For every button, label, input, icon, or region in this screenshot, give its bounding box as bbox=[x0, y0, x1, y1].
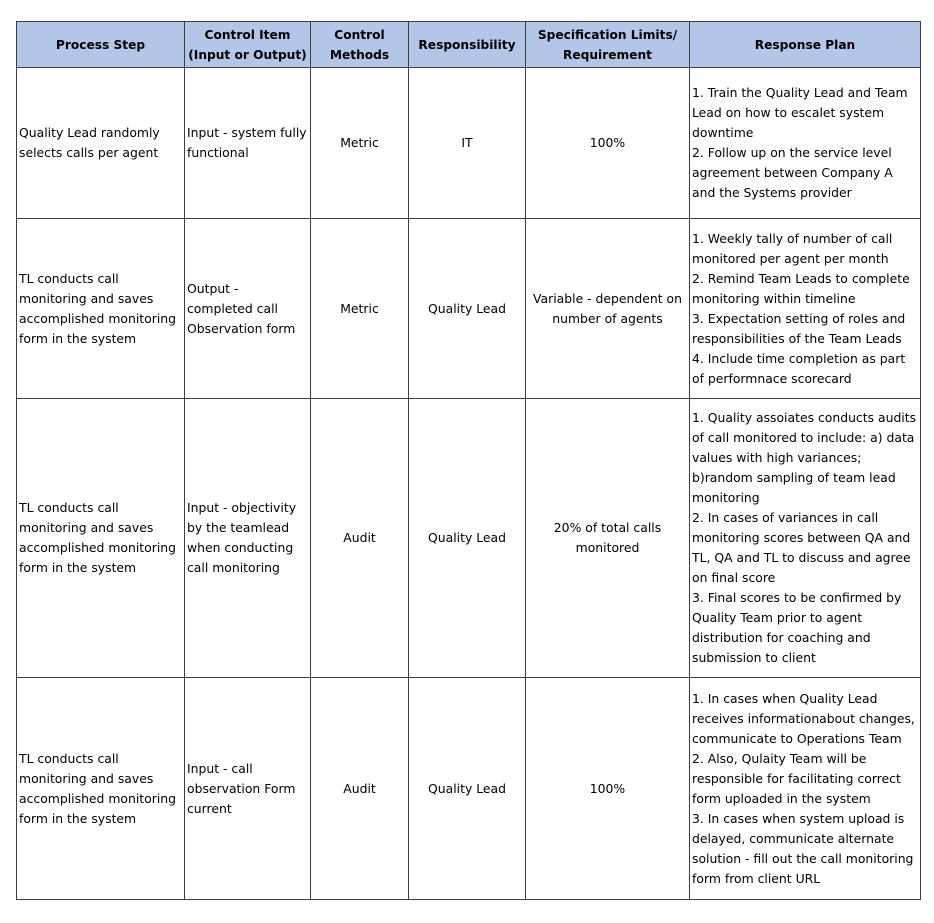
process-step-cell: Quality Lead randomly selects calls per agent bbox=[17, 68, 185, 219]
header-process-step: Process Step bbox=[17, 22, 185, 68]
control-item-cell: Input - call observation Form current bbox=[185, 678, 311, 900]
control-item-cell: Input - system fully functional bbox=[185, 68, 311, 219]
response-plan-cell bbox=[690, 68, 921, 219]
response-step: 4. Include time completion as part of performnace scorecard bbox=[692, 350, 906, 386]
response-step: 2. Also, Qulaity Team will be responsible for facilitating correct form uploaded in the system bbox=[692, 750, 901, 806]
responsibility-cell: IT bbox=[409, 68, 526, 219]
control-method-cell: Metric bbox=[311, 68, 409, 219]
table-row bbox=[17, 219, 921, 399]
response-plan-cell bbox=[690, 399, 921, 678]
control-item-cell: Output - completed call Observation form bbox=[185, 219, 311, 399]
response-step: b)random sampling of team lead monitoring bbox=[692, 470, 896, 505]
table-row bbox=[17, 678, 921, 900]
specification-cell: 100% bbox=[526, 678, 690, 900]
control-method-cell: Metric bbox=[311, 219, 409, 399]
header-row bbox=[17, 22, 921, 68]
specification-cell: 20% of total calls monitored bbox=[526, 399, 690, 678]
specification-cell: Variable - dependent on number of agents bbox=[526, 219, 690, 399]
specification-cell: 100% bbox=[526, 68, 690, 219]
response-step: 3. Expectation setting of roles and responsibilities of the Team Leads bbox=[692, 310, 906, 346]
response-plan-cell bbox=[690, 219, 921, 399]
header-responsibility: Responsibility bbox=[409, 22, 526, 68]
header-control-item: Control Item (Input or Output) bbox=[185, 22, 311, 68]
response-step: 3. In cases when system upload is delayed, communicate alternate solution - fill out the call monitoring form from client URL bbox=[692, 810, 914, 886]
response-step: 1. Weekly tally of number of call monitored per agent per month bbox=[692, 230, 893, 266]
control-plan-table bbox=[16, 21, 921, 900]
response-step: 2. Follow up on the service level agreement between Company A and the Systems provider bbox=[692, 145, 893, 200]
response-plan-cell bbox=[690, 678, 921, 900]
response-step: 1. Train the Quality Lead and Team Lead on how to escalet system downtime bbox=[692, 85, 908, 140]
response-step: 3. Final scores to be confirmed by Quality Team prior to agent distribution for coaching and submission to client bbox=[692, 590, 902, 665]
table-row bbox=[17, 399, 921, 678]
header-response-plan: Response Plan bbox=[690, 22, 921, 68]
response-step: 1. In cases when Quality Lead receives informationabout changes, communicate to Operations Team bbox=[692, 690, 915, 746]
responsibility-cell: Quality Lead bbox=[409, 219, 526, 399]
control-item-cell: Input - objectivity by the teamlead when conducting call monitoring bbox=[185, 399, 311, 678]
control-method-cell: Audit bbox=[311, 678, 409, 900]
header-control-methods: Control Methods bbox=[311, 22, 409, 68]
process-step-cell: TL conducts call monitoring and saves accomplished monitoring form in the system bbox=[17, 678, 185, 900]
process-step-cell: TL conducts call monitoring and saves accomplished monitoring form in the system bbox=[17, 399, 185, 678]
response-step: 2. Remind Team Leads to complete monitoring within timeline bbox=[692, 270, 910, 306]
responsibility-cell: Quality Lead bbox=[409, 399, 526, 678]
responsibility-cell: Quality Lead bbox=[409, 678, 526, 900]
process-step-cell: TL conducts call monitoring and saves accomplished monitoring form in the system bbox=[17, 219, 185, 399]
header-specification: Specification Limits/ Requirement bbox=[526, 22, 690, 68]
response-step: 1. Quality assoiates conducts audits of call monitored to include: a) data values with high variances; bbox=[692, 410, 917, 465]
control-method-cell: Audit bbox=[311, 399, 409, 678]
response-step: 2. In cases of variances in call monitoring scores between QA and TL, QA and TL to discuss and agree on final score bbox=[692, 510, 911, 585]
table-row bbox=[17, 68, 921, 219]
